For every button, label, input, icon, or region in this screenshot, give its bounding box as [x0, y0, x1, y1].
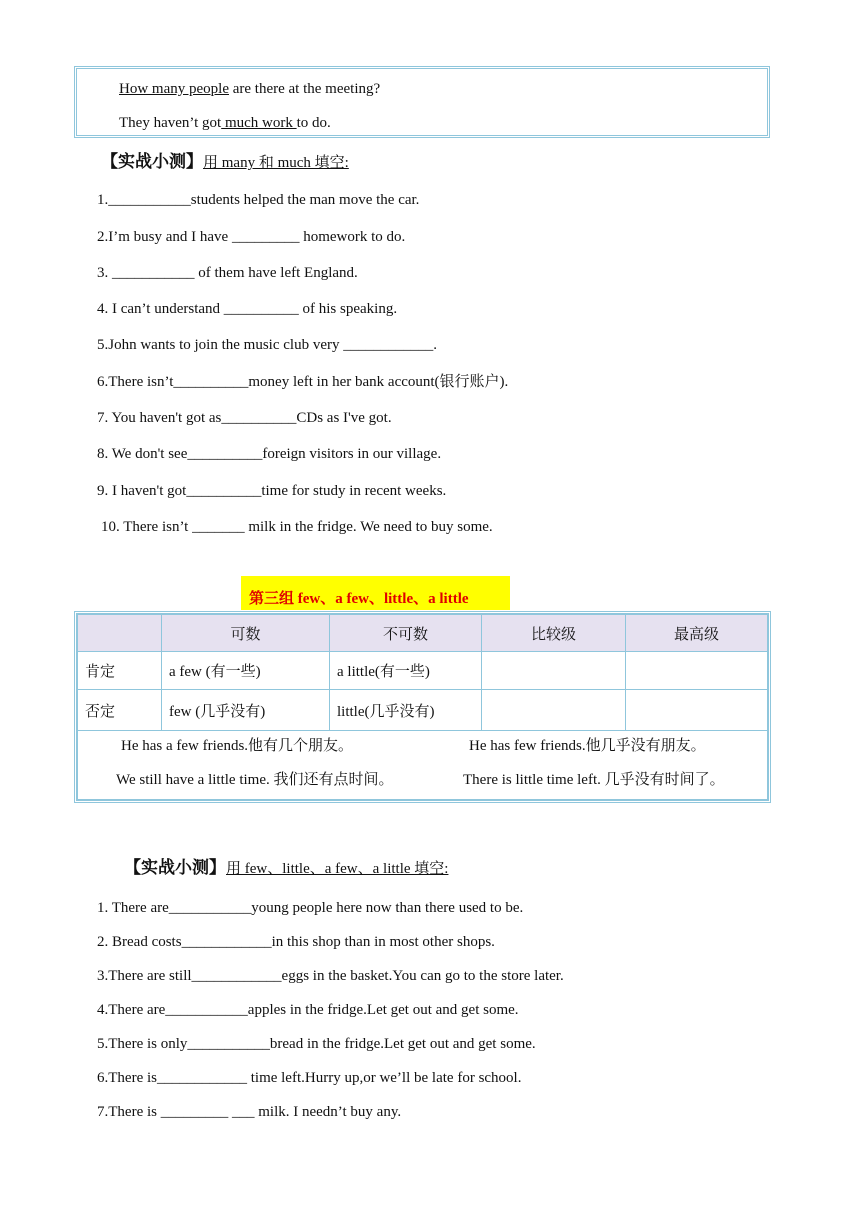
table-row [78, 690, 768, 731]
example-sentence: He has a few friends.他有几个朋友。 [121, 738, 354, 754]
table-row [78, 652, 768, 690]
quiz2-item: 5.There is only___________bread in the fridge.Let get out and get some. [97, 1036, 536, 1052]
table-cell [626, 690, 768, 731]
example-line-1: How many people are there at the meeting? [119, 81, 381, 97]
table-cell: 否定 [78, 690, 162, 731]
quiz1-item: 3. ___________ of them have left England. [97, 265, 358, 281]
example-sentence: There is little time left. 几乎没有时间了。 [463, 772, 725, 788]
quiz2-item: 1. There are___________young people here now than there used to be. [97, 900, 524, 916]
quiz1-item: 2.I’m busy and I have _________ homework to do. [97, 229, 406, 245]
quiz1-item: 1.___________students helped the man move the car. [97, 192, 420, 208]
table-cell [482, 652, 626, 690]
quiz1-item: 9. I haven't got__________time for study in recent weeks. [97, 483, 447, 499]
quiz1-item: 10. There isn’t _______ milk in the fridge. We need to buy some. [101, 519, 493, 535]
grammar-table [74, 611, 771, 803]
quiz2-subheading: 用 few、little、a few、a little 填空: [226, 861, 449, 877]
table-header-cell [78, 615, 162, 652]
group3-banner [241, 576, 510, 610]
table-header-cell: 不可数 [330, 615, 482, 652]
table-cell: little(几乎没有) [330, 690, 482, 731]
table-cell [482, 690, 626, 731]
group3-title: 第三组 few、a few、little、a little [249, 591, 469, 607]
quiz1-item: 4. I can’t understand __________ of his speaking. [97, 301, 398, 317]
table-cell: few (几乎没有) [162, 690, 330, 731]
quiz2-item: 6.There is____________ time left.Hurry up,or we’ll be late for school. [97, 1070, 522, 1086]
example-underlined-phrase: much work [221, 115, 297, 131]
example-box [74, 66, 770, 138]
quiz1-item: 8. We don't see__________foreign visitors in our village. [97, 446, 442, 462]
quiz2-heading: 【实战小测】用 few、little、a few、a little 填空: [124, 858, 449, 877]
example-sentence: We still have a little time. 我们还有点时间。 [116, 772, 394, 788]
quiz1-heading: 【实战小测】用 many 和 much 填空: [101, 152, 349, 171]
example-line-2: They haven’t got much work to do. [119, 115, 331, 131]
quiz2-item: 3.There are still____________eggs in the basket.You can go to the store later. [97, 968, 564, 984]
quiz2-item: 2. Bread costs____________in this shop than in most other shops. [97, 934, 495, 950]
quiz1-subheading: 用 many 和 much 填空: [203, 155, 349, 171]
example-sentence: He has few friends.他几乎没有朋友。 [469, 738, 706, 754]
table-cell: a little(有一些) [330, 652, 482, 690]
table-header-cell: 比较级 [482, 615, 626, 652]
table-cell [626, 652, 768, 690]
quiz2-item: 7.There is _________ ___ milk. I needn’t buy any. [97, 1104, 402, 1120]
quiz2-item: 4.There are___________apples in the fridge.Let get out and get some. [97, 1002, 519, 1018]
table-header-cell: 最高级 [626, 615, 768, 652]
table-cell: 肯定 [78, 652, 162, 690]
quiz1-item: 6.There isn’t__________money left in her bank account(银行账户). [97, 374, 509, 390]
quiz1-item: 5.John wants to join the music club very ____________. [97, 337, 437, 353]
table-header-row [78, 615, 768, 652]
table-examples-cell [78, 731, 768, 800]
table-cell: a few (有一些) [162, 652, 330, 690]
table-examples-row [78, 731, 768, 800]
table-header-cell: 可数 [162, 615, 330, 652]
example-underlined-phrase: How many people [119, 81, 229, 97]
quiz1-item: 7. You haven't got as__________CDs as I've got. [97, 410, 392, 426]
